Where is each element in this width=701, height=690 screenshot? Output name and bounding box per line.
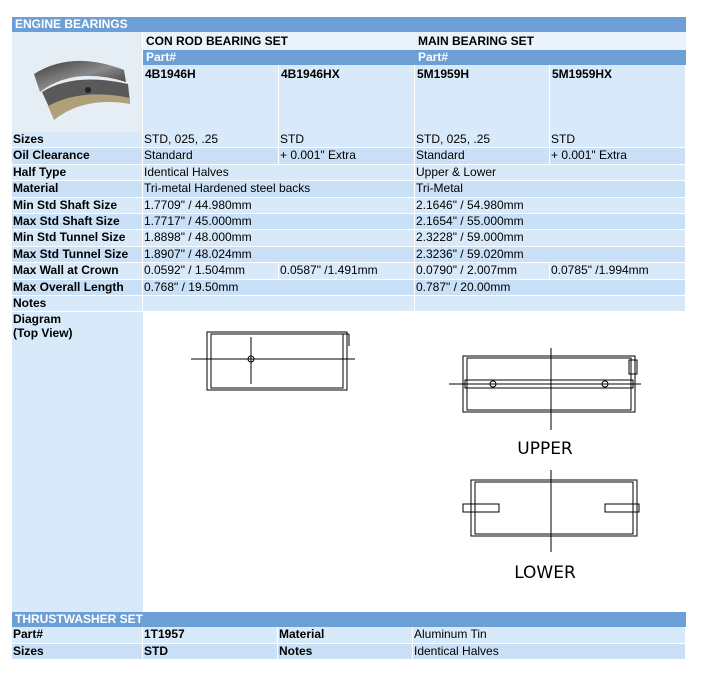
header-area (12, 32, 686, 132)
spec-value (415, 296, 686, 311)
thrust-label: Material (278, 627, 413, 642)
spec-value: + 0.001" Extra (550, 148, 686, 163)
spec-value: Standard (415, 148, 550, 163)
spec-label: Half Type (12, 165, 143, 180)
con-rod-header (143, 32, 415, 132)
spec-value: STD (279, 132, 415, 147)
spec-row (12, 165, 686, 181)
spec-value: 0.0592" / 1.504mm (143, 263, 279, 278)
spec-label: Max Std Shaft Size (12, 214, 143, 229)
con-rod-title: CON ROD BEARING SET (143, 32, 415, 50)
spec-value: 0.768" / 19.50mm (143, 280, 415, 295)
section-title: ENGINE BEARINGS (12, 17, 686, 32)
spec-value: Upper & Lower (415, 165, 686, 180)
main-part-label: Part# (415, 50, 686, 65)
main-part-2: 5M1959HX (550, 65, 686, 132)
thrust-value: Identical Halves (413, 644, 686, 659)
spec-label: Max Std Tunnel Size (12, 247, 143, 262)
spec-value: 2.3236" / 59.020mm (415, 247, 686, 262)
spec-label: Min Std Tunnel Size (12, 230, 143, 245)
spec-label: Min Std Shaft Size (12, 198, 143, 213)
spec-value: Identical Halves (143, 165, 415, 180)
thrust-row (12, 627, 686, 643)
diagram-area (143, 312, 686, 612)
upper-main-diagram (449, 348, 641, 430)
spec-row (12, 181, 686, 197)
spec-value: 2.3228" / 59.000mm (415, 230, 686, 245)
bearing-photo-icon (12, 32, 142, 132)
spec-value: 1.7717" / 45.000mm (143, 214, 415, 229)
upper-label: UPPER (517, 439, 573, 460)
spec-row (12, 148, 686, 164)
spec-value: 1.8907" / 48.024mm (143, 247, 415, 262)
spec-row (12, 263, 686, 279)
spec-value: 1.8898" / 48.000mm (143, 230, 415, 245)
spec-rows (12, 132, 686, 312)
thrust-label: Sizes (12, 644, 143, 659)
spec-row (12, 296, 686, 312)
thrust-value: STD (143, 644, 278, 659)
spec-value: 0.0587" /1.491mm (279, 263, 415, 278)
spec-label: Max Wall at Crown (12, 263, 143, 278)
diagram-sublabel: (Top View) (13, 326, 73, 341)
diagram-row (12, 312, 686, 612)
spec-value: Tri-Metal (415, 181, 686, 196)
spec-value: Standard (143, 148, 279, 163)
thrust-rows (12, 627, 686, 660)
con-rod-part-2: 4B1946HX (279, 65, 415, 132)
spec-value: 0.787" / 20.00mm (415, 280, 686, 295)
thrust-label: Notes (278, 644, 413, 659)
spec-row (12, 132, 686, 148)
main-header (415, 32, 686, 132)
spec-value: 2.1646" / 54.980mm (415, 198, 686, 213)
lower-label: LOWER (514, 563, 576, 584)
spec-row (12, 198, 686, 214)
spec-label: Max Overall Length (12, 280, 143, 295)
engine-bearings-table (12, 17, 686, 660)
spec-label: Oil Clearance (12, 148, 143, 163)
spec-row (12, 247, 686, 263)
spec-value: STD, 025, .25 (415, 132, 550, 147)
thrust-value: Aluminum Tin (413, 627, 686, 642)
spec-row (12, 280, 686, 296)
thrust-label: Part# (12, 627, 143, 642)
spec-value: 1.7709" / 44.980mm (143, 198, 415, 213)
spec-value: 2.1654" / 55.000mm (415, 214, 686, 229)
bearing-diagram (143, 312, 686, 612)
spec-value: 0.0785" /1.994mm (550, 263, 686, 278)
lower-main-diagram (463, 470, 639, 552)
thrust-value: 1T1957 (143, 627, 278, 642)
main-title: MAIN BEARING SET (415, 32, 686, 50)
spec-value: Tri-metal Hardened steel backs (143, 181, 415, 196)
con-rod-diagram (191, 332, 355, 390)
spec-row (12, 214, 686, 230)
spec-value: STD, 025, .25 (143, 132, 279, 147)
spec-label: Sizes (12, 132, 143, 147)
spec-value: 0.0790" / 2.007mm (415, 263, 550, 278)
spec-value: + 0.001" Extra (279, 148, 415, 163)
diagram-label: Diagram (13, 312, 62, 327)
thrust-title: THRUSTWASHER SET (12, 612, 686, 627)
diagram-label-cell (12, 312, 143, 612)
spec-value: STD (550, 132, 686, 147)
spec-value (143, 296, 415, 311)
spec-row (12, 230, 686, 246)
bearing-shell-image (12, 32, 143, 132)
con-rod-part-1: 4B1946H (143, 65, 279, 132)
thrust-row (12, 644, 686, 660)
con-rod-part-label: Part# (143, 50, 415, 65)
spec-label: Notes (12, 296, 143, 311)
spec-label: Material (12, 181, 143, 196)
main-part-1: 5M1959H (415, 65, 550, 132)
